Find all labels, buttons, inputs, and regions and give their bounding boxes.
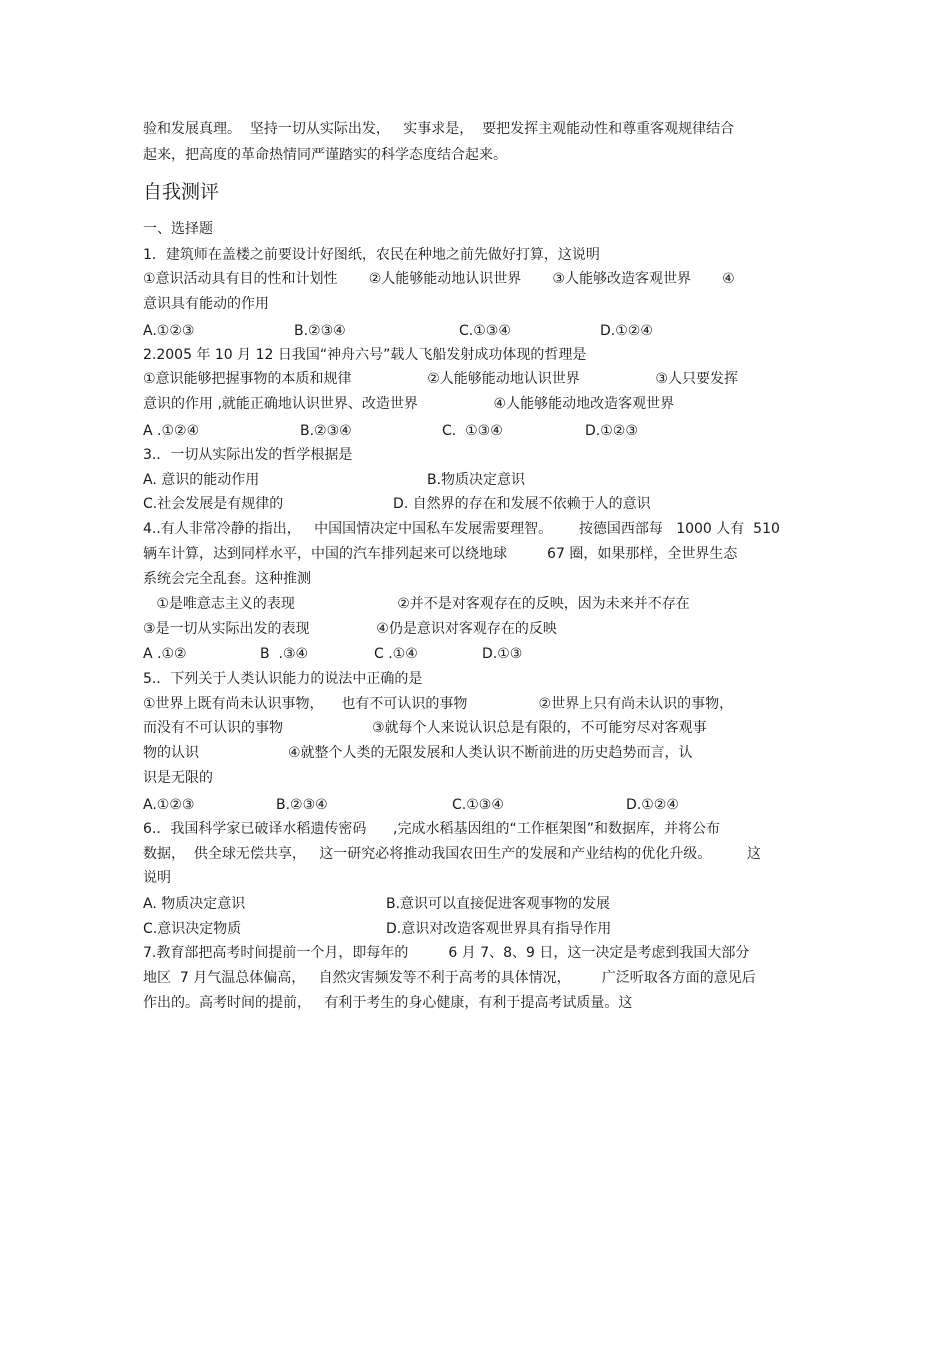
question-1-option-d: D.①②④: [600, 323, 653, 339]
question-2-line-3: 意识的作用 ,就能正确地认识世界、改造世界 ④人能够能动地改造客观世界: [143, 396, 675, 412]
question-4-line-5: ③是一切从实际出发的表现 ④仍是意识对客观存在的反映: [143, 621, 557, 637]
question-6-stem: 6.．我国科学家已破译水稻遗传密码 ,完成水稻基因组的“工作框架图”和数据库，并将公布: [143, 821, 721, 837]
question-6-option-b: B.意识可以直接促进客观事物的发展: [386, 896, 611, 912]
intro-line-1: 验和发展真理。 坚持一切从实际出发， 实事求是， 要把发挥主观能动性和尊重客观规律结合: [143, 121, 735, 137]
question-2-option-d: D.①②③: [585, 423, 638, 439]
question-5-line-3: 而没有不可认识的事物 ③就每个人来说认识总是有限的，不可能穷尽对客观事: [143, 720, 707, 736]
question-6-option-d: D.意识对改造客观世界具有指导作用: [386, 921, 612, 937]
question-2-option-a: A .①②④: [143, 423, 200, 439]
question-6-option-c: C.意识决定物质: [143, 921, 242, 937]
intro-line-2: 起来，把高度的革命热情同严谨踏实的科学态度结合起来。: [143, 147, 507, 163]
question-4-stem: 4..有人非常冷静的指出， 中国国情决定中国私车发展需要理智。 按德国西部每 1000 人有 510: [143, 521, 780, 537]
question-3-option-a: A. 意识的能动作用: [143, 472, 260, 488]
question-4-option-b: B .③④: [260, 646, 309, 662]
question-1-option-a: A.①②③: [143, 323, 195, 339]
question-5-line-5: 识是无限的: [143, 770, 213, 786]
question-3-option-b: B.物质决定意识: [427, 472, 526, 488]
question-5-line-4: 物的认识 ④就整个人类的无限发展和人类认识不断前进的历史趋势而言，认: [143, 745, 693, 761]
question-7-line-2: 地区 7 月气温总体偏高， 自然灾害频发等不利于高考的具体情况， 广泛听取各方面的意见后: [143, 970, 756, 986]
question-7-line-3: 作出的。高考时间的提前， 有利于考生的身心健康，有利于提高考试质量。这: [143, 995, 633, 1011]
question-5-option-c: C.①③④: [452, 797, 504, 813]
question-4-line-3: 系统会完全乱套。这种推测: [143, 571, 311, 587]
question-3-stem: 3.．一切从实际出发的哲学根据是: [143, 447, 353, 463]
question-6-line-2: 数据， 供全球无偿共享， 这一研究必将推动我国农田生产的发展和产业结构的优化升级。 这: [143, 846, 761, 862]
question-1-stem: 1．建筑师在盖楼之前要设计好图纸，农民在种地之前先做好打算，这说明: [143, 247, 600, 263]
question-4-option-c: C .①④: [374, 646, 418, 662]
question-4-line-4: ①是唯意志主义的表现 ②并不是对客观存在的反映，因为未来并不存在: [143, 596, 690, 612]
question-7-stem: 7.教育部把高考时间提前一个月，即每年的 6 月 7、8、9 日，这一决定是考虑到我国大部分: [143, 945, 750, 961]
question-1-line-3: 意识具有能动的作用: [143, 296, 269, 312]
question-1-line-2: ①意识活动具有目的性和计划性 ②人能够能动地认识世界 ③人能够改造客观世界 ④: [143, 271, 735, 287]
question-2-stem: 2.2005 年 10 月 12 日我国“神舟六号”载人飞船发射成功体现的哲理是: [143, 347, 587, 363]
question-5-line-2: ①世界上既有尚未认识事物， 也有不可认识的事物 ②世界上只有尚未认识的事物，: [143, 696, 734, 712]
question-6-line-3: 说明: [143, 870, 171, 886]
question-3-option-c: C.社会发展是有规律的: [143, 496, 284, 512]
question-4-option-d: D.①③: [482, 646, 523, 662]
question-4-line-2: 辆车计算，达到同样水平，中国的汽车排列起来可以绕地球 67 圈，如果那样，全世界生态: [143, 546, 738, 562]
question-5-option-b: B.②③④: [276, 797, 328, 813]
question-6-option-a: A. 物质决定意识: [143, 896, 246, 912]
part-title: 一、选择题: [143, 221, 213, 237]
question-4-option-a: A .①②: [143, 646, 187, 662]
question-5-option-a: A.①②③: [143, 797, 195, 813]
question-2-option-b: B.②③④: [300, 423, 352, 439]
question-3-option-d: D. 自然界的存在和发展不依赖于人的意识: [393, 496, 651, 512]
question-1-option-b: B.②③④: [294, 323, 346, 339]
question-1-option-c: C.①③④: [459, 323, 511, 339]
question-2-option-c: C. ①③④: [442, 423, 503, 439]
question-5-stem: 5.．下列关于人类认识能力的说法中正确的是: [143, 671, 423, 687]
question-5-option-d: D.①②④: [626, 797, 679, 813]
question-2-line-2: ①意识能够把握事物的本质和规律 ②人能够能动地认识世界 ③人只要发挥: [143, 371, 738, 387]
section-title: 自我测评: [143, 181, 220, 203]
